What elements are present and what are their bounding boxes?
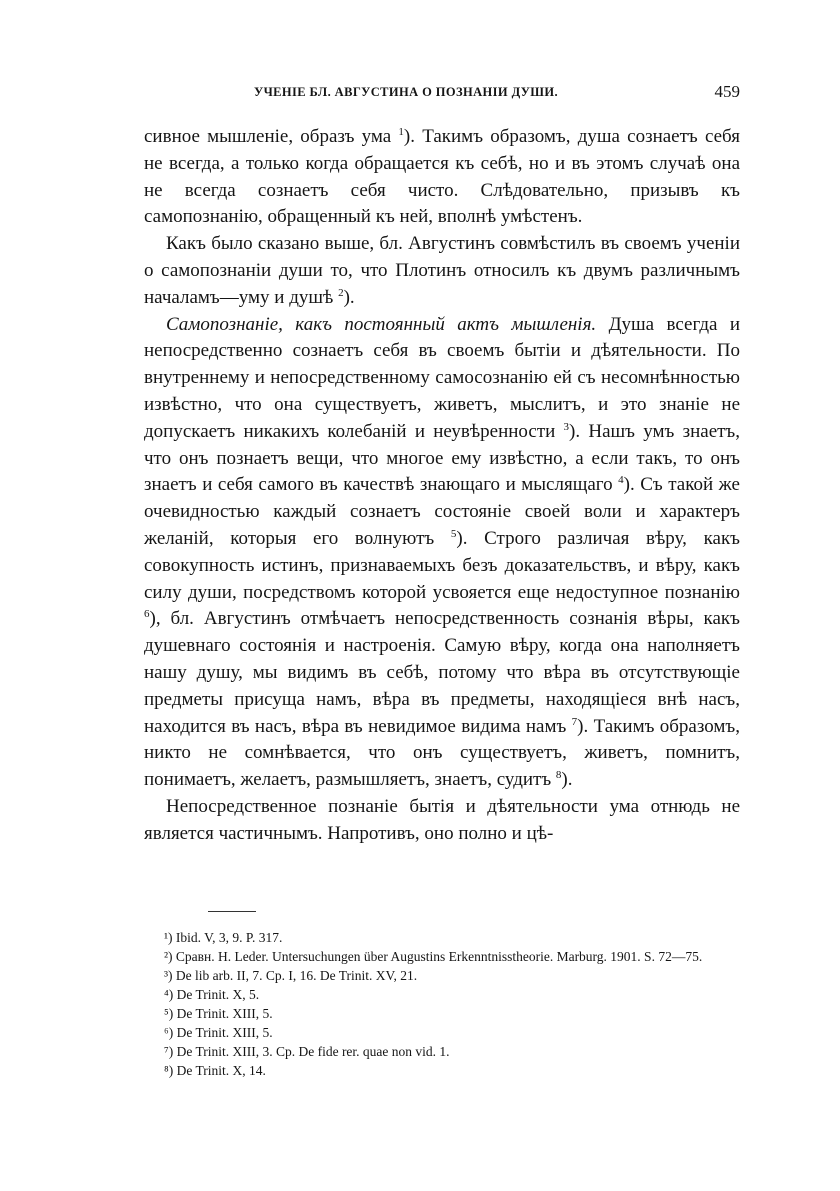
footnote-ref-3: 3 (563, 420, 570, 433)
footnote: ⁴) De Trinit. X, 5. (164, 987, 260, 1002)
main-text (144, 124, 740, 848)
paragraph-2: Какъ было сказано выше, бл. Августинъ совмѣстилъ въ своемъ ученіи о самопознаніи души то, что Плотинъ относилъ къ двумъ различнымъ началамъ—уму и душѣ $^2$). (144, 233, 740, 308)
footnote-ref-6: 6 (144, 608, 150, 621)
footnote: ¹) Ibid. V, 3, 9. P. 317. (164, 930, 283, 945)
footnote-ref-1: 1 (398, 126, 404, 138)
section-heading: Самопознаніе, какъ постоянный актъ мышленія. (166, 313, 597, 335)
footnote-ref-4: 4 (618, 474, 624, 487)
footnote: ⁵) De Trinit. XIII, 5. (164, 1006, 273, 1021)
footnote-ref-8: 8 (555, 769, 562, 782)
footnote-ref-5: 5 (450, 527, 457, 540)
footnotes (144, 928, 740, 1080)
footnote: ³) De lib arb. II, 7. Cp. I, 16. De Trinit. XV, 21. (164, 968, 418, 983)
footnote-ref-7: 7 (571, 715, 578, 728)
paragraph-4: Непосредственное познаніе бытія и дѣятельности ума отнюдь не является частичнымъ. Напротивъ, оно полно и цѣ- (144, 795, 740, 844)
footnote: ⁶) De Trinit. XIII, 5. (164, 1025, 273, 1040)
page-number: 459 (714, 82, 740, 101)
footnote: ⁷) De Trinit. XIII, 3. Cp. De fide rer. quae non vid. 1. (164, 1044, 450, 1059)
footnote: ⁸) De Trinit. X, 14. (164, 1063, 266, 1078)
footnote: ²) Сравн. H. Leder. Untersuchungen über Augustins Erkenntnisstheorie. Marburg. 1901. S. 72—75. (164, 949, 703, 964)
footnote-ref-2: 2 (338, 286, 344, 299)
paragraph-3: Самопознаніе, какъ постоянный актъ мышленія. Душа всегда и непосредственно сознаетъ себя въ своемъ бытіи и дѣятельности. По внутреннему и непосредственному самосознанію ей съ несомнѣнностью извѣстно, что она существуетъ, живетъ, мыслитъ, и это знаніе не допускаетъ никакихъ колебаній и неувѣренности $^3$). Нашъ умъ знаетъ, что онъ познаетъ вещи, что многое ему извѣстно, а если такъ, то онъ знаетъ и себя самого въ качествѣ знающаго и мыслящаго $^4$). Съ такой же очевидностью каждый сознаетъ состояніе своей воли и характеръ желаній, которыя его волнуютъ $^5$). Строго различая вѣру, какъ совокупность истинъ, признаваемыхъ безъ доказательствъ, и вѣру, какъ силу души, посредствомъ которой усвояется еще недоступное познанію $^6$), бл. Августинъ отмѣчаетъ непосредственность сознанія вѣры, какъ душевнаго состоянія и настроенія. Самую вѣру, когда она наполняетъ нашу душу, мы видимъ въ себѣ, потому что вѣра въ отсутствующіе предметы присуща намъ, вѣра въ предметы, находящіеся внѣ насъ, находится въ насъ, вѣра въ невидимое видима намъ $^7$). Такимъ образомъ, никто не сомнѣвается, что онъ существуетъ, живетъ, помнитъ, понимаетъ, желаетъ, размышляетъ, знаетъ, судитъ $^8$). (144, 313, 740, 791)
footnote-divider (208, 911, 256, 912)
running-title: УЧЕНІЕ БЛ. АВГУСТИНА О ПОЗНАНІИ ДУШИ. (254, 85, 559, 99)
page-header (148, 82, 740, 106)
paragraph-1: сивное мышленіе, образъ ума $^1$). Такимъ образомъ, душа сознаетъ себя не всегда, а только когда обращается къ себѣ, но и въ этомъ случаѣ она не всегда сознаетъ себя чисто. Слѣдовательно, призывъ къ самопознанію, обращенный къ ней, вполнѣ умѣстенъ. (144, 126, 740, 228)
